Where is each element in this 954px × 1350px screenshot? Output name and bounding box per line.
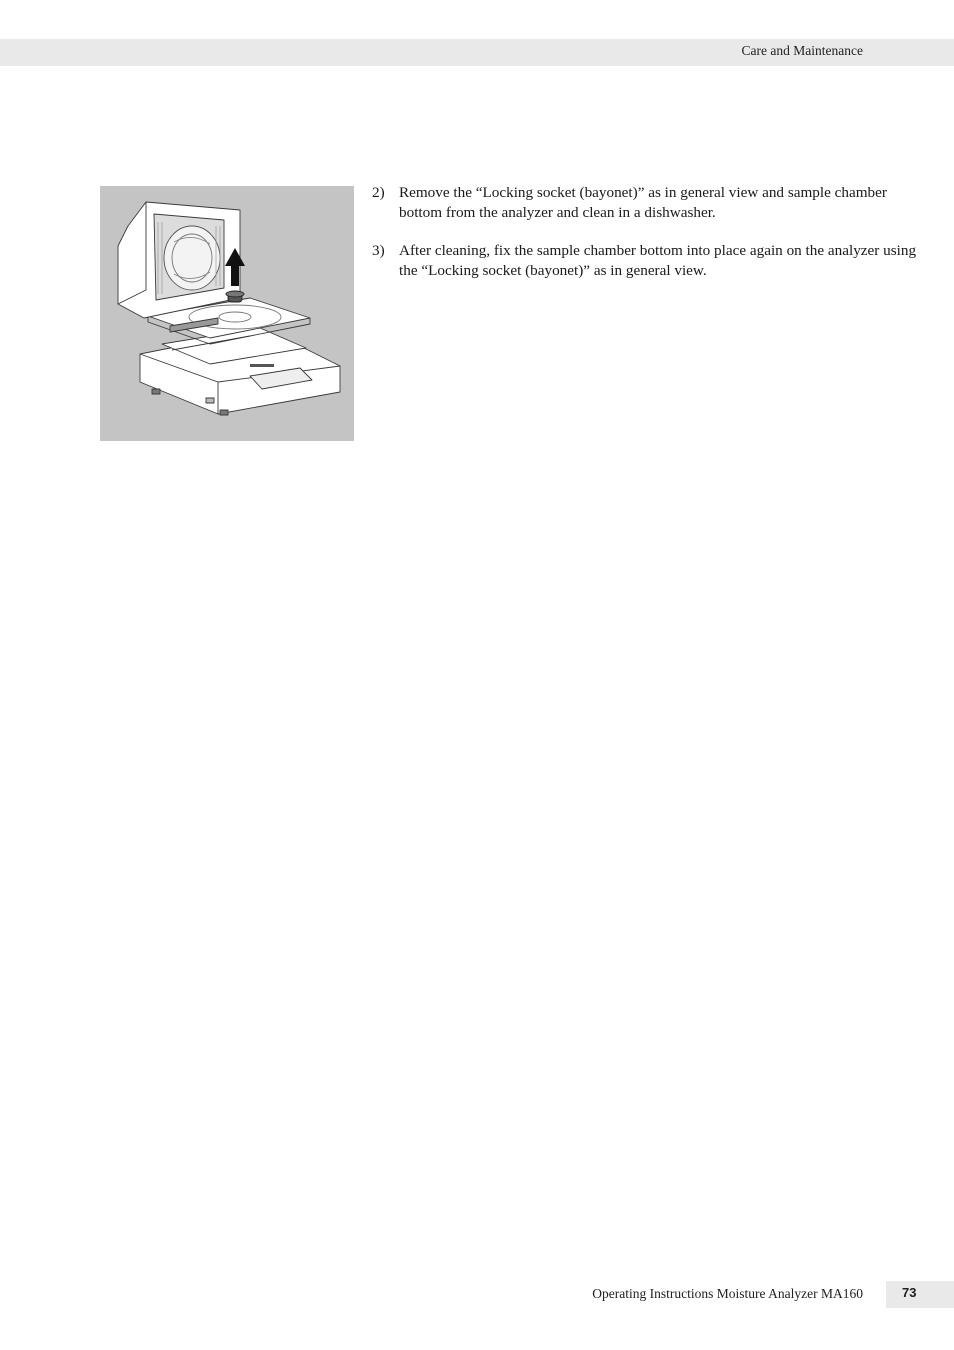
step-text: After cleaning, fix the sample chamber bottom into place again on the analyzer using the “Locking socket (bayonet)” as in general view. (399, 242, 917, 279)
instruction-steps (372, 183, 932, 299)
page-number-box (886, 1281, 954, 1308)
header-band (0, 39, 954, 66)
moisture-analyzer-icon (100, 186, 354, 441)
step-item (372, 241, 932, 280)
page-number: 73 (902, 1285, 917, 1300)
section-title: Care and Maintenance (741, 43, 863, 58)
document-title: Operating Instructions Moisture Analyzer MA160 (592, 1286, 863, 1301)
analyzer-illustration (100, 186, 354, 441)
step-number: 3) (372, 242, 385, 259)
step-text: Remove the “Locking socket (bayonet)” as in general view and sample chamber bottom from the analyzer and clean in a dishwasher. (399, 184, 887, 221)
step-item (372, 183, 932, 222)
step-number: 2) (372, 184, 385, 201)
